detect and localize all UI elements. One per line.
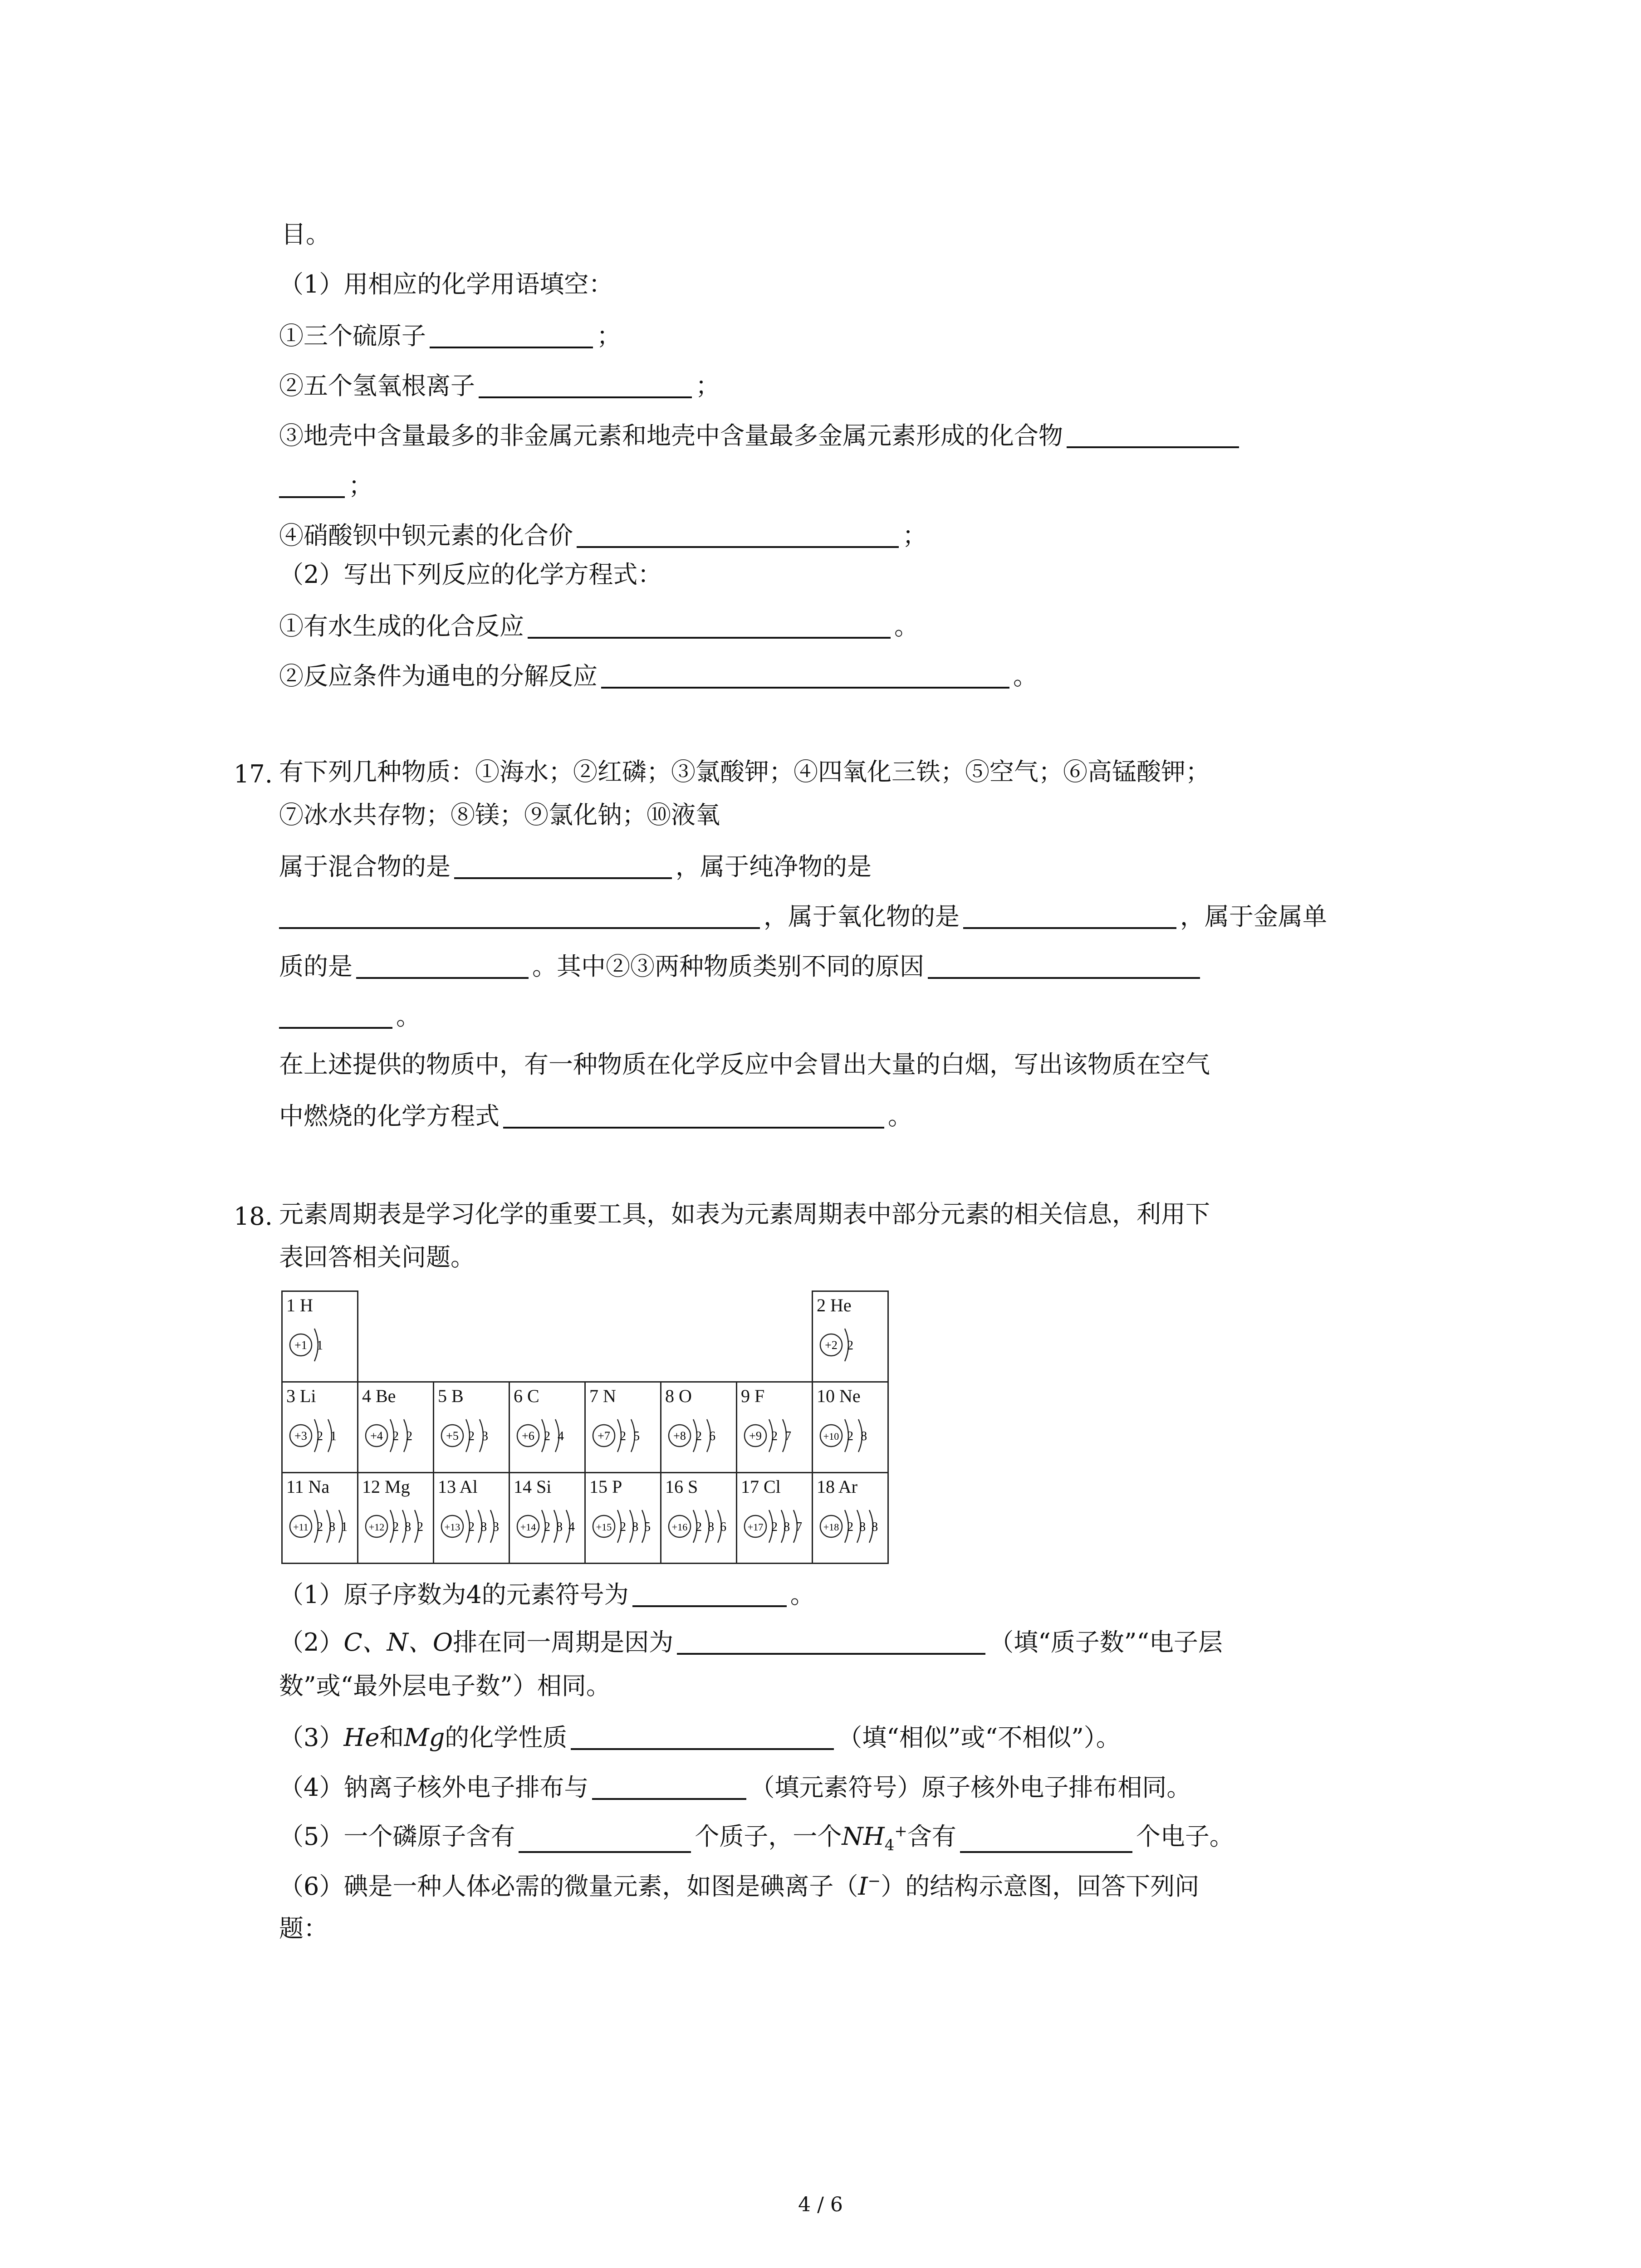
shell-electron-count: 3 bbox=[482, 1429, 488, 1443]
q18-sub4: （4）钠离子核外电子排布与 （填元素符号）原子核外电子排布相同。 bbox=[279, 1773, 1191, 1802]
shell-electron-count: 7 bbox=[785, 1429, 791, 1443]
shell-electron-count: 8 bbox=[872, 1520, 878, 1534]
atomic-structure-diagram bbox=[514, 1409, 581, 1459]
nuclear-charge: +5 bbox=[446, 1429, 459, 1442]
shell-electron-count: 7 bbox=[796, 1520, 802, 1534]
element-label: 17 Cl bbox=[741, 1476, 781, 1497]
shell-electron-count: 5 bbox=[633, 1429, 640, 1443]
answer-blank[interactable] bbox=[963, 903, 1176, 929]
element-label: 18 Ar bbox=[817, 1476, 857, 1497]
element-cell bbox=[509, 1473, 585, 1564]
q18-sub6-cont: 题： bbox=[279, 1914, 328, 1943]
empty-cell bbox=[434, 1291, 509, 1382]
shell-electron-count: 2 bbox=[468, 1520, 475, 1534]
shell-electron-count: 2 bbox=[392, 1429, 399, 1443]
question-number: 18. bbox=[234, 1202, 273, 1231]
q18-sub6: （6）碘是一种人体必需的微量元素，如图是碘离子（I−）的结构示意图，回答下列问 bbox=[279, 1872, 1200, 1901]
element-cell bbox=[661, 1382, 737, 1473]
shell-electron-count: 5 bbox=[644, 1520, 651, 1534]
shell-electron-count: 2 bbox=[544, 1520, 550, 1534]
atomic-structure-diagram bbox=[286, 1319, 353, 1369]
element-cell bbox=[813, 1473, 888, 1564]
q17-line3: 属于混合物的是 ，属于纯净物的是 bbox=[279, 852, 872, 881]
q18-sub1: （1）原子序数为4的元素符号为 。 bbox=[279, 1580, 815, 1609]
answer-blank[interactable] bbox=[479, 372, 692, 398]
atomic-structure-diagram bbox=[741, 1409, 808, 1459]
element-label: 12 Mg bbox=[362, 1476, 410, 1497]
q17-line2: ⑦冰水共存物；⑧镁；⑨氯化钠；⑩液氧 bbox=[279, 801, 720, 829]
answer-blank[interactable] bbox=[454, 853, 672, 879]
atomic-structure-diagram bbox=[438, 1500, 505, 1550]
page-number: 4 / 6 bbox=[798, 2193, 843, 2216]
q18-sub5: （5）一个磷原子含有 个质子，一个$NH_4^+$含有 个电子。 bbox=[279, 1822, 1234, 1854]
element-cell bbox=[509, 1382, 585, 1473]
nuclear-charge: +8 bbox=[673, 1429, 686, 1442]
atomic-structure-diagram bbox=[817, 1500, 884, 1550]
shell-electron-count: 8 bbox=[329, 1520, 335, 1534]
shell-electron-count: 6 bbox=[720, 1520, 726, 1534]
element-cell bbox=[661, 1473, 737, 1564]
atomic-structure-diagram bbox=[665, 1409, 732, 1459]
nuclear-charge: +9 bbox=[749, 1429, 762, 1442]
shell-electron-count: 2 bbox=[417, 1520, 423, 1534]
nuclear-charge: +10 bbox=[823, 1431, 839, 1442]
nuclear-charge: +11 bbox=[293, 1521, 309, 1533]
shell-electron-count: 1 bbox=[341, 1520, 348, 1534]
atomic-structure-diagram bbox=[362, 1500, 429, 1550]
element-cell bbox=[358, 1382, 434, 1473]
shell-electron-count: 2 bbox=[392, 1520, 399, 1534]
q17-line5: 质的是 。其中②③两种物质类别不同的原因 bbox=[279, 953, 1204, 979]
nuclear-charge: +14 bbox=[520, 1521, 536, 1533]
shell-electron-count: 8 bbox=[405, 1520, 411, 1534]
empty-cell bbox=[509, 1291, 585, 1382]
answer-blank[interactable] bbox=[279, 903, 760, 929]
nuclear-charge: +3 bbox=[294, 1429, 307, 1442]
shell-electron-count: 2 bbox=[468, 1429, 475, 1443]
shell-electron-count: 2 bbox=[620, 1520, 626, 1534]
nuclear-charge: +18 bbox=[823, 1521, 839, 1533]
nuclear-charge: +16 bbox=[671, 1521, 688, 1533]
answer-blank[interactable] bbox=[632, 1581, 787, 1607]
shell-electron-count: 2 bbox=[696, 1429, 702, 1443]
element-cell bbox=[813, 1382, 888, 1473]
atomic-structure-diagram bbox=[286, 1409, 353, 1459]
answer-blank[interactable] bbox=[960, 1827, 1132, 1853]
shell-electron-count: 2 bbox=[847, 1429, 853, 1443]
shell-electron-count: 8 bbox=[708, 1520, 714, 1534]
shell-electron-count: 2 bbox=[620, 1429, 626, 1443]
answer-blank[interactable] bbox=[503, 1102, 884, 1129]
q18-sub2-cont: 数”或“最外层电子数”）相同。 bbox=[279, 1672, 611, 1700]
element-label: 8 O bbox=[665, 1386, 692, 1406]
nuclear-charge: +1 bbox=[294, 1339, 307, 1352]
q17-line4: ，属于氧化物的是 ，属于金属单 bbox=[279, 903, 1327, 929]
atomic-structure-diagram bbox=[589, 1500, 656, 1550]
element-cell bbox=[282, 1382, 358, 1473]
shell-electron-count: 6 bbox=[709, 1429, 715, 1443]
atomic-structure-diagram bbox=[286, 1500, 353, 1550]
shell-electron-count: 2 bbox=[317, 1429, 323, 1443]
answer-blank[interactable] bbox=[677, 1628, 985, 1655]
q18-sub3: （3）He和Mg的化学性质 （填“相似”或“不相似”）。 bbox=[279, 1723, 1121, 1752]
empty-cell bbox=[737, 1291, 813, 1382]
empty-cell bbox=[661, 1291, 737, 1382]
q17-line7: 在上述提供的物质中，有一种物质在化学反应中会冒出大量的白烟，写出该物质在空气 bbox=[279, 1050, 1210, 1079]
atomic-structure-diagram bbox=[817, 1409, 884, 1459]
shell-electron-count: 2 bbox=[317, 1520, 323, 1534]
shell-electron-count: 2 bbox=[406, 1429, 412, 1443]
element-cell bbox=[813, 1291, 888, 1382]
empty-cell bbox=[358, 1291, 434, 1382]
shell-electron-count: 2 bbox=[544, 1429, 550, 1443]
element-cell bbox=[282, 1291, 358, 1382]
atomic-structure-diagram bbox=[362, 1409, 429, 1459]
nuclear-charge: +17 bbox=[747, 1521, 764, 1533]
element-cell bbox=[434, 1382, 509, 1473]
atomic-structure-diagram bbox=[514, 1500, 581, 1550]
nuclear-charge: +13 bbox=[444, 1521, 460, 1533]
shell-electron-count: 4 bbox=[568, 1520, 575, 1534]
element-cell bbox=[585, 1382, 661, 1473]
q16-eq1: ①有水生成的化合反应 。 bbox=[279, 612, 919, 640]
q16-item3-cont: ； bbox=[279, 472, 373, 498]
atomic-structure-diagram bbox=[741, 1500, 808, 1550]
element-cell bbox=[358, 1473, 434, 1564]
element-label: 9 F bbox=[741, 1386, 765, 1406]
shell-electron-count: 1 bbox=[330, 1429, 337, 1443]
element-label: 15 P bbox=[589, 1476, 622, 1497]
element-label: 4 Be bbox=[362, 1386, 396, 1406]
q16-part1-heading: （1）用相应的化学用语填空： bbox=[279, 270, 613, 298]
element-cell bbox=[434, 1473, 509, 1564]
nuclear-charge: +15 bbox=[596, 1521, 612, 1533]
atomic-structure-diagram bbox=[589, 1409, 656, 1459]
q17-line6: 。 bbox=[279, 1002, 421, 1029]
shell-electron-count: 2 bbox=[771, 1429, 778, 1443]
shell-electron-count: 1 bbox=[317, 1339, 323, 1353]
element-cell bbox=[282, 1473, 358, 1564]
shell-electron-count: 8 bbox=[859, 1520, 866, 1534]
q16-part2-heading: （2）写出下列反应的化学方程式： bbox=[279, 560, 662, 589]
shell-electron-count: 4 bbox=[558, 1429, 564, 1443]
q18-sub2: （2）C、N、O排在同一周期是因为 （填“质子数”“电子层 bbox=[279, 1628, 1223, 1657]
q17-line1: 有下列几种物质：①海水；②红磷；③氯酸钾；④四氧化三铁；⑤空气；⑥高锰酸钾； bbox=[279, 758, 1210, 786]
answer-blank[interactable] bbox=[1067, 422, 1239, 448]
shell-electron-count: 2 bbox=[847, 1520, 853, 1534]
answer-blank[interactable] bbox=[592, 1774, 746, 1800]
answer-blank[interactable] bbox=[528, 612, 891, 639]
element-cell bbox=[585, 1473, 661, 1564]
atomic-structure-diagram bbox=[438, 1409, 505, 1459]
empty-cell bbox=[585, 1291, 661, 1382]
element-label: 10 Ne bbox=[817, 1386, 861, 1406]
answer-blank[interactable] bbox=[279, 472, 345, 498]
element-cell bbox=[737, 1382, 813, 1473]
element-label: 2 He bbox=[817, 1295, 852, 1315]
q18-line1: 元素周期表是学习化学的重要工具，如表为元素周期表中部分元素的相关信息，利用下 bbox=[279, 1200, 1210, 1228]
element-label: 16 S bbox=[665, 1476, 698, 1497]
q16-item1: ①三个硫原子 ； bbox=[279, 322, 621, 350]
q17-line8: 中燃烧的化学方程式 。 bbox=[279, 1102, 912, 1130]
nuclear-charge: +4 bbox=[370, 1429, 383, 1442]
answer-blank[interactable] bbox=[430, 322, 593, 348]
answer-blank[interactable] bbox=[519, 1827, 691, 1853]
element-label: 1 H bbox=[286, 1295, 313, 1315]
answer-blank[interactable] bbox=[577, 522, 899, 548]
q16-item2: ②五个氢氧根离子 ； bbox=[279, 371, 720, 400]
q16-item4: ④硝酸钡中钡元素的化合价 ； bbox=[279, 521, 927, 550]
q18-line2: 表回答相关问题。 bbox=[279, 1243, 475, 1271]
shell-electron-count: 8 bbox=[784, 1520, 790, 1534]
element-label: 13 Al bbox=[438, 1476, 478, 1497]
atomic-structure-diagram bbox=[665, 1500, 732, 1550]
element-label: 11 Na bbox=[286, 1476, 330, 1497]
answer-blank[interactable] bbox=[279, 1002, 392, 1029]
shell-electron-count: 8 bbox=[556, 1520, 563, 1534]
shell-electron-count: 8 bbox=[861, 1429, 867, 1443]
element-label: 3 Li bbox=[286, 1386, 316, 1406]
element-label: 6 C bbox=[514, 1386, 539, 1406]
periodic-table bbox=[281, 1290, 889, 1564]
shell-electron-count: 8 bbox=[632, 1520, 638, 1534]
q16-item3: ③地壳中含量最多的非金属元素和地壳中含量最多金属元素形成的化合物 bbox=[279, 422, 1243, 448]
nuclear-charge: +2 bbox=[825, 1339, 838, 1352]
shell-electron-count: 3 bbox=[493, 1520, 499, 1534]
shell-electron-count: 2 bbox=[696, 1520, 702, 1534]
shell-electron-count: 2 bbox=[847, 1339, 853, 1353]
element-label: 14 Si bbox=[514, 1476, 552, 1497]
atomic-structure-diagram bbox=[817, 1319, 884, 1369]
shell-electron-count: 2 bbox=[771, 1520, 778, 1534]
q16-eq2: ②反应条件为通电的分解反应 。 bbox=[279, 662, 1038, 690]
element-label: 7 N bbox=[589, 1386, 616, 1406]
nuclear-charge: +7 bbox=[598, 1429, 610, 1442]
nuclear-charge: +6 bbox=[522, 1429, 534, 1442]
element-label: 5 B bbox=[438, 1386, 464, 1406]
answer-blank[interactable] bbox=[601, 662, 1009, 689]
shell-electron-count: 8 bbox=[480, 1520, 487, 1534]
answer-blank[interactable] bbox=[571, 1724, 834, 1750]
answer-blank[interactable] bbox=[356, 953, 529, 979]
question-number: 17. bbox=[234, 760, 273, 788]
nuclear-charge: +12 bbox=[368, 1521, 385, 1533]
answer-blank[interactable] bbox=[928, 953, 1200, 979]
element-cell bbox=[737, 1473, 813, 1564]
q16-continuation: 目。 bbox=[281, 220, 330, 249]
